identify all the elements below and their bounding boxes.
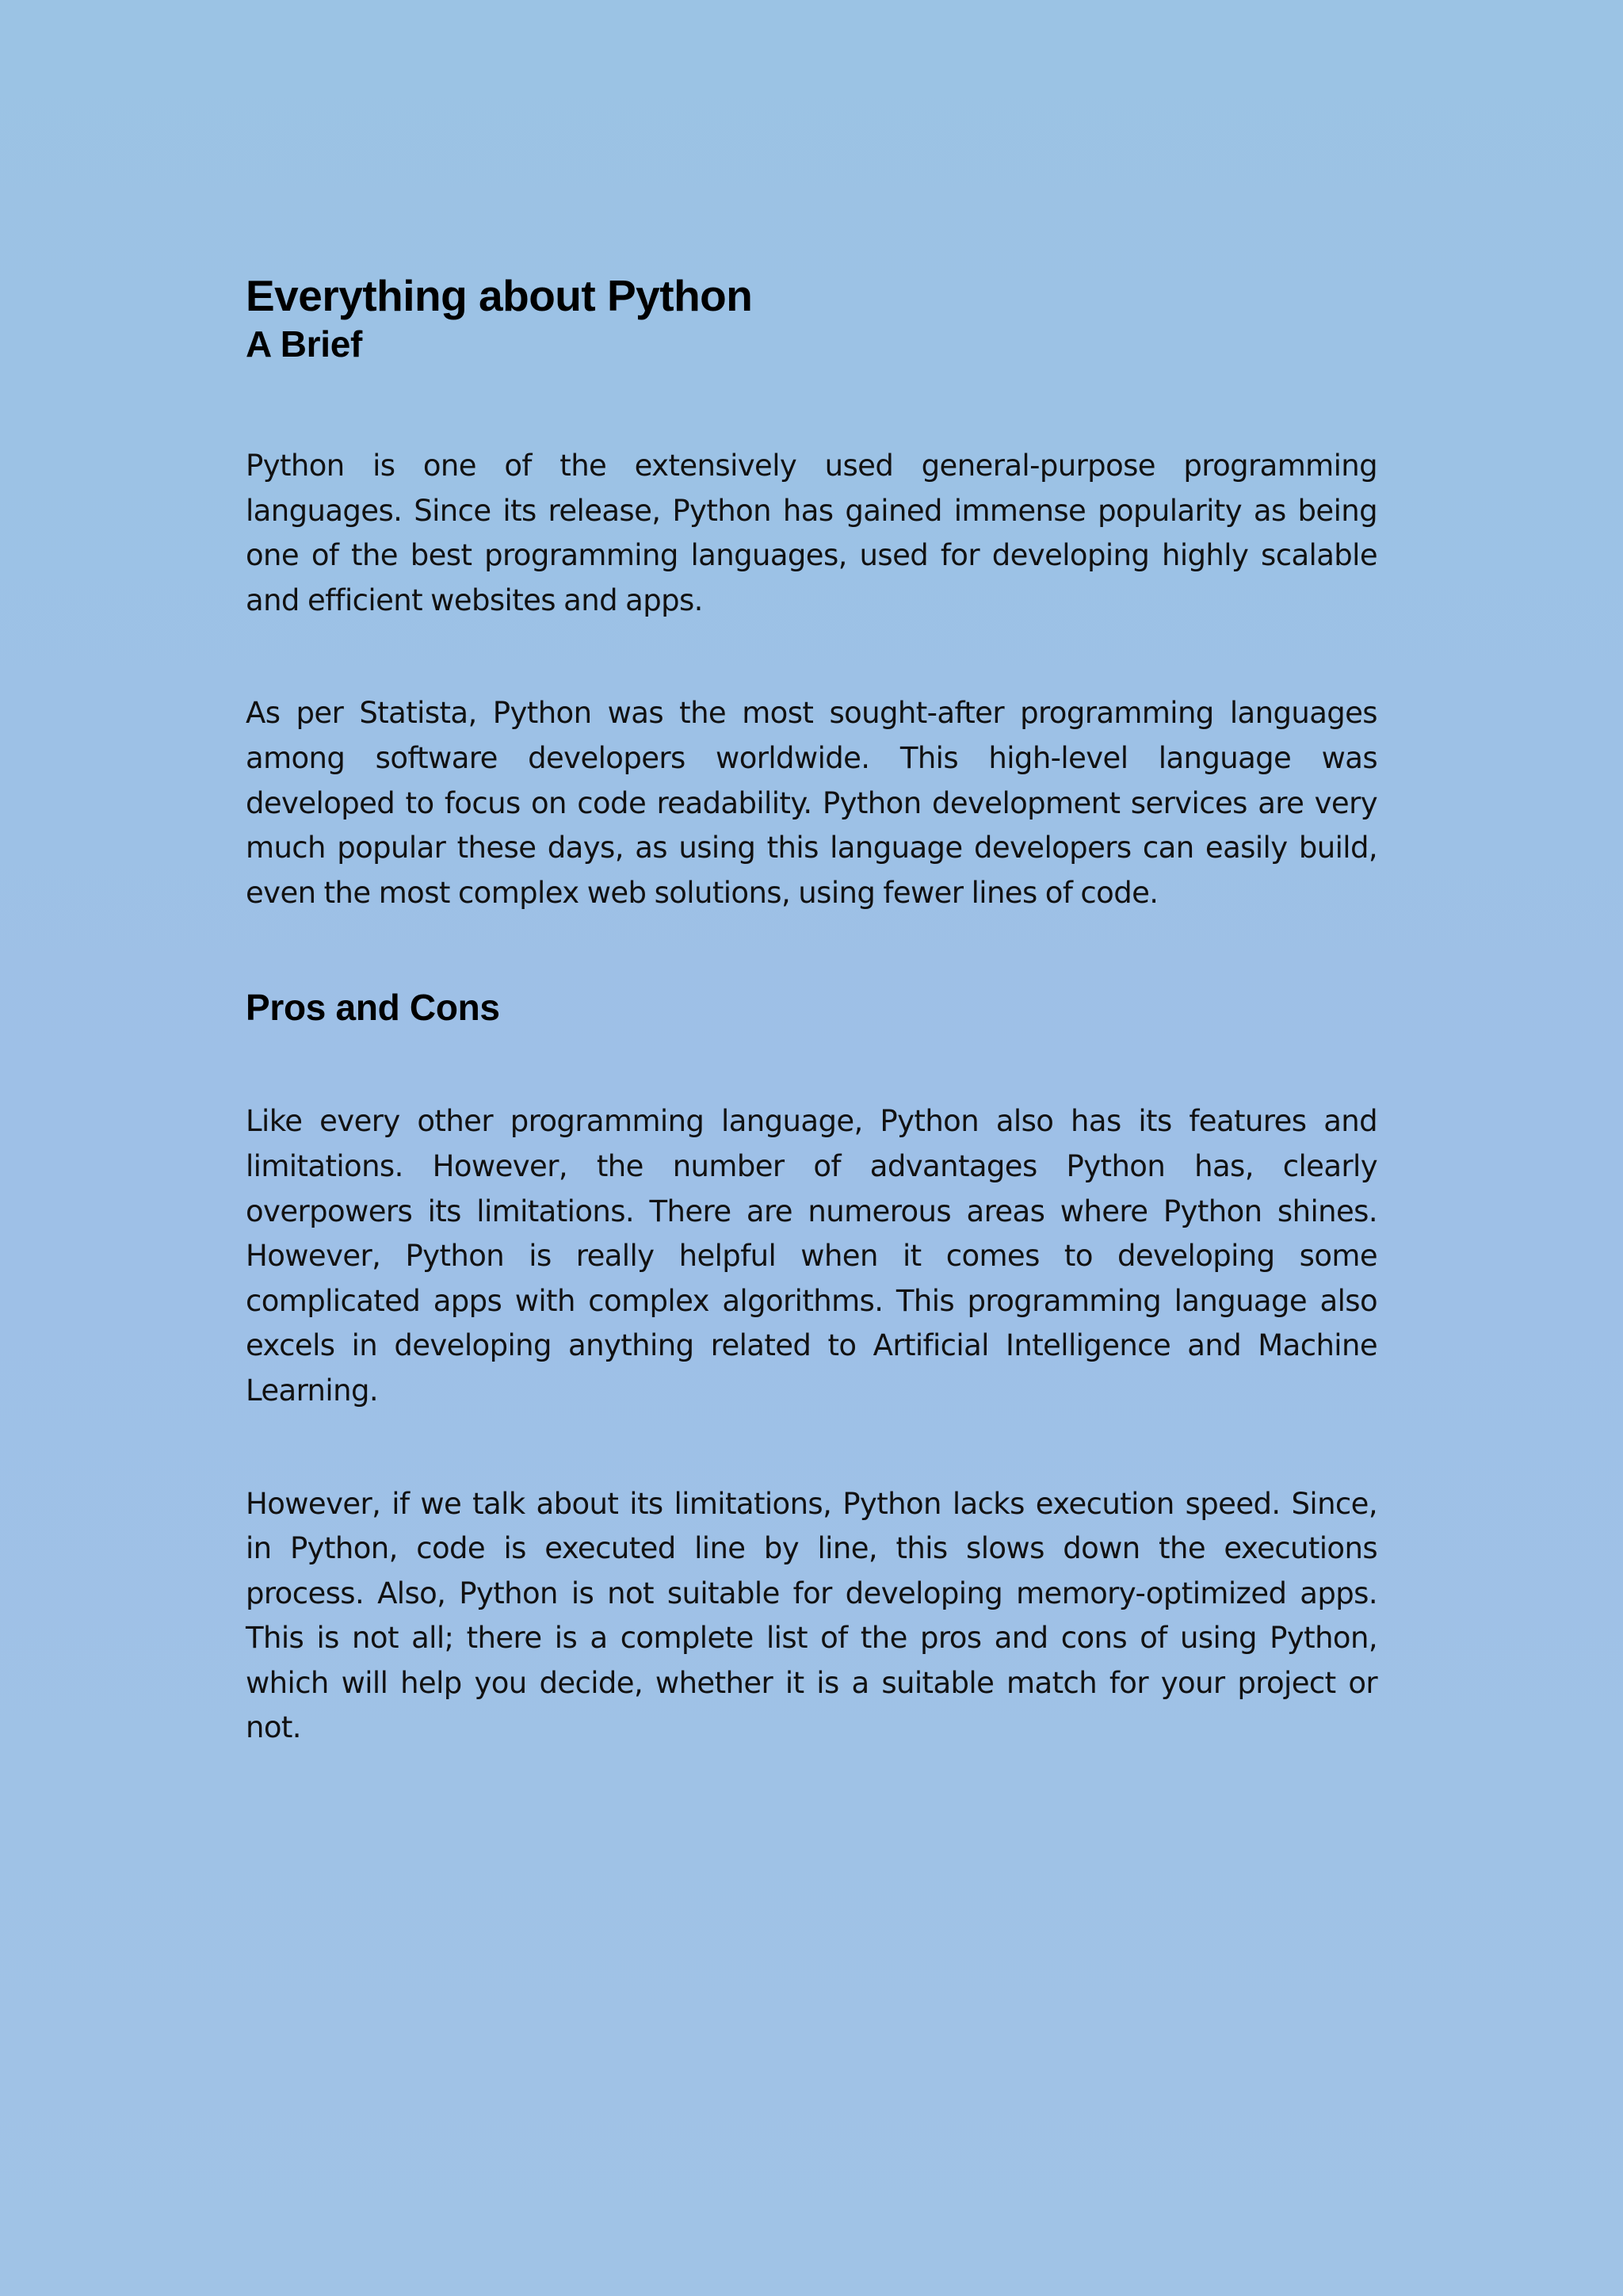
section-paragraph-1: Like every other programming language, Python also has its features and limitations. However, the number of advantages Python has, clearly overpowers its limitations. There are numerous areas where Python shines. However, Python is really helpful when it comes to developing some complicated apps with complex algorithms. This programming language also excels in developing anything related to Artificial Intelligence and Machine Learning. (246, 1104, 1377, 1408)
intro-paragraph-1: Python is one of the extensively used general-purpose programming languages. Since its release, Python has gained immense popularity as being one of the best programming languages, used for developing highly scalable and efficient websites and apps. (246, 449, 1377, 617)
document-subtitle: A Brief (246, 323, 362, 365)
document-page (246, 269, 1377, 1751)
section-paragraph-2: However, if we talk about its limitations, Python lacks execution speed. Since, in Python, code is executed line by line, this slows down the executions process. Also, Python is not suitable for developing memory-optimized apps. This is not all; there is a complete list of the pros and cons of using Python, which will help you decide, whether it is a suitable match for your project or not. (246, 1486, 1377, 1745)
document-title: Everything about Python (246, 271, 753, 320)
intro-paragraph-2: As per Statista, Python was the most sought-after programming languages among software developers worldwide. This high-level language was developed to focus on code readability. Python development services are very much popular these days, as using this language developers can easily build, even the most complex web solutions, using fewer lines of code. (246, 696, 1377, 910)
section-heading-pros-cons: Pros and Cons (246, 987, 500, 1029)
